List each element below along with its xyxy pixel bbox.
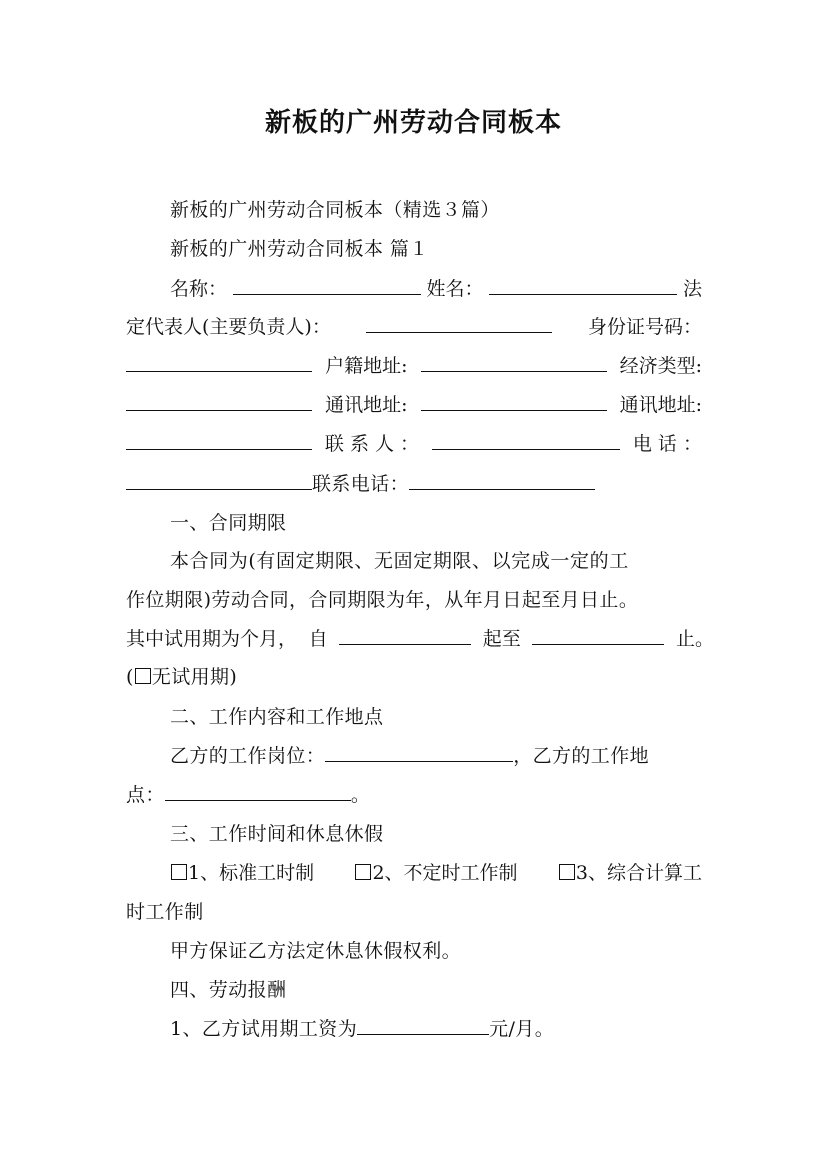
work-location-label-cont: 点： xyxy=(126,784,165,806)
job-position-label: 乙方的工作岗位： xyxy=(170,745,326,767)
section-3-para-2: 甲方保证乙方法定休息休假权利。 xyxy=(170,940,462,962)
parties-row-5 xyxy=(126,429,702,459)
subtitle: 新板的广州劳动合同板本（精选３篇） xyxy=(170,199,500,221)
name-label: 名称： xyxy=(170,278,228,300)
section-1-para-1-line-1 xyxy=(170,546,702,576)
section-3-options-cont: 时工作制 xyxy=(126,901,204,923)
parties-row-3 xyxy=(126,351,702,381)
section-3-heading: 三、工作时间和休息休假 xyxy=(170,823,384,845)
mailing-address-blank-2[interactable] xyxy=(126,429,312,450)
contact-phone-blank[interactable] xyxy=(409,469,595,490)
probation-start-blank[interactable] xyxy=(339,624,471,645)
phone-blank[interactable] xyxy=(126,469,312,490)
person-name-label: 姓名： xyxy=(426,278,484,300)
household-address-label: 户籍地址: xyxy=(325,355,408,377)
probation-from-label: 自 xyxy=(308,628,328,650)
parties-row-4 xyxy=(126,390,702,420)
person-name-blank[interactable] xyxy=(489,274,677,295)
section-2-heading: 二、工作内容和工作地点 xyxy=(170,706,384,728)
option-comprehensive xyxy=(558,858,702,888)
section-1-heading: 一、合同期限 xyxy=(170,512,287,534)
page-title: 新板的广州劳动合同板本 xyxy=(264,108,562,138)
probation-wage-blank[interactable] xyxy=(357,1014,489,1035)
economic-type-label: 经济类型: xyxy=(619,355,702,377)
mailing-address-label-2: 通讯地址: xyxy=(619,394,702,416)
contact-person-label: 联 系 人 ： xyxy=(324,433,420,455)
period-mark: 。 xyxy=(350,784,371,806)
parties-row-6 xyxy=(126,469,595,499)
option-flexible-label: 2、不定时工作制 xyxy=(372,862,518,884)
phone-label: 电 话 ： xyxy=(632,433,702,455)
section-1-para-2 xyxy=(126,624,714,654)
probation-end-blank[interactable] xyxy=(532,624,664,645)
legal-rep-label: 定代表人(主要负责人)： xyxy=(126,316,331,338)
option-flexible xyxy=(354,858,517,888)
section-1-para-1-line-2: 作位期限)劳动合同，合同期限为年，从年月日起至月日止。 xyxy=(126,589,639,611)
piece-heading: 新板的广州劳动合同板本 篇１ xyxy=(170,238,429,260)
mailing-address-label-1: 通讯地址: xyxy=(325,394,408,416)
checkbox-icon[interactable] xyxy=(171,864,187,880)
section-2-para-2 xyxy=(126,780,370,810)
name-blank[interactable] xyxy=(233,274,421,295)
section-4-para-1 xyxy=(170,1014,554,1044)
id-number-label: 身份证号码： xyxy=(587,316,702,338)
no-probation-label: 无试用期) xyxy=(151,666,238,688)
section-1-text: 本合同为(有固定期限、无固定期限、以完成一定的工 xyxy=(170,550,629,572)
checkbox-icon[interactable] xyxy=(559,864,575,880)
parties-row-1 xyxy=(170,274,702,304)
work-location-label: ，乙方的工作地 xyxy=(513,745,650,767)
contact-phone-label: 联系电话： xyxy=(312,473,410,495)
probation-to-label: 起至 xyxy=(482,628,521,650)
section-2-para-1 xyxy=(170,741,649,771)
economic-type-blank[interactable] xyxy=(126,390,312,411)
section-1-para-3 xyxy=(126,662,237,692)
wage-unit-label: 元/月。 xyxy=(489,1018,555,1040)
work-location-blank[interactable] xyxy=(165,780,351,801)
legal-rep-blank[interactable] xyxy=(366,312,552,333)
mailing-address-blank-1[interactable] xyxy=(421,390,607,411)
paren-open: ( xyxy=(126,666,134,688)
option-standard xyxy=(170,858,314,888)
option-comprehensive-label: 3、综合计算工 xyxy=(575,862,702,884)
probation-wage-label: 1、乙方试用期工资为 xyxy=(170,1018,358,1040)
contact-person-blank[interactable] xyxy=(432,429,620,450)
job-position-blank[interactable] xyxy=(325,741,513,762)
household-address-blank[interactable] xyxy=(421,351,607,372)
probation-end-label: 止。 xyxy=(675,628,714,650)
checkbox-icon[interactable] xyxy=(355,864,371,880)
checkbox-icon[interactable] xyxy=(135,668,151,684)
id-number-blank[interactable] xyxy=(126,351,312,372)
parties-row-2 xyxy=(126,312,702,342)
probation-text: 其中试用期为个月， xyxy=(126,628,298,650)
option-standard-label: 1、标准工时制 xyxy=(188,862,315,884)
section-4-heading: 四、劳动报酬 xyxy=(170,979,287,1001)
section-3-options xyxy=(170,858,702,888)
legal-rep-prefix: 法 xyxy=(682,278,702,300)
